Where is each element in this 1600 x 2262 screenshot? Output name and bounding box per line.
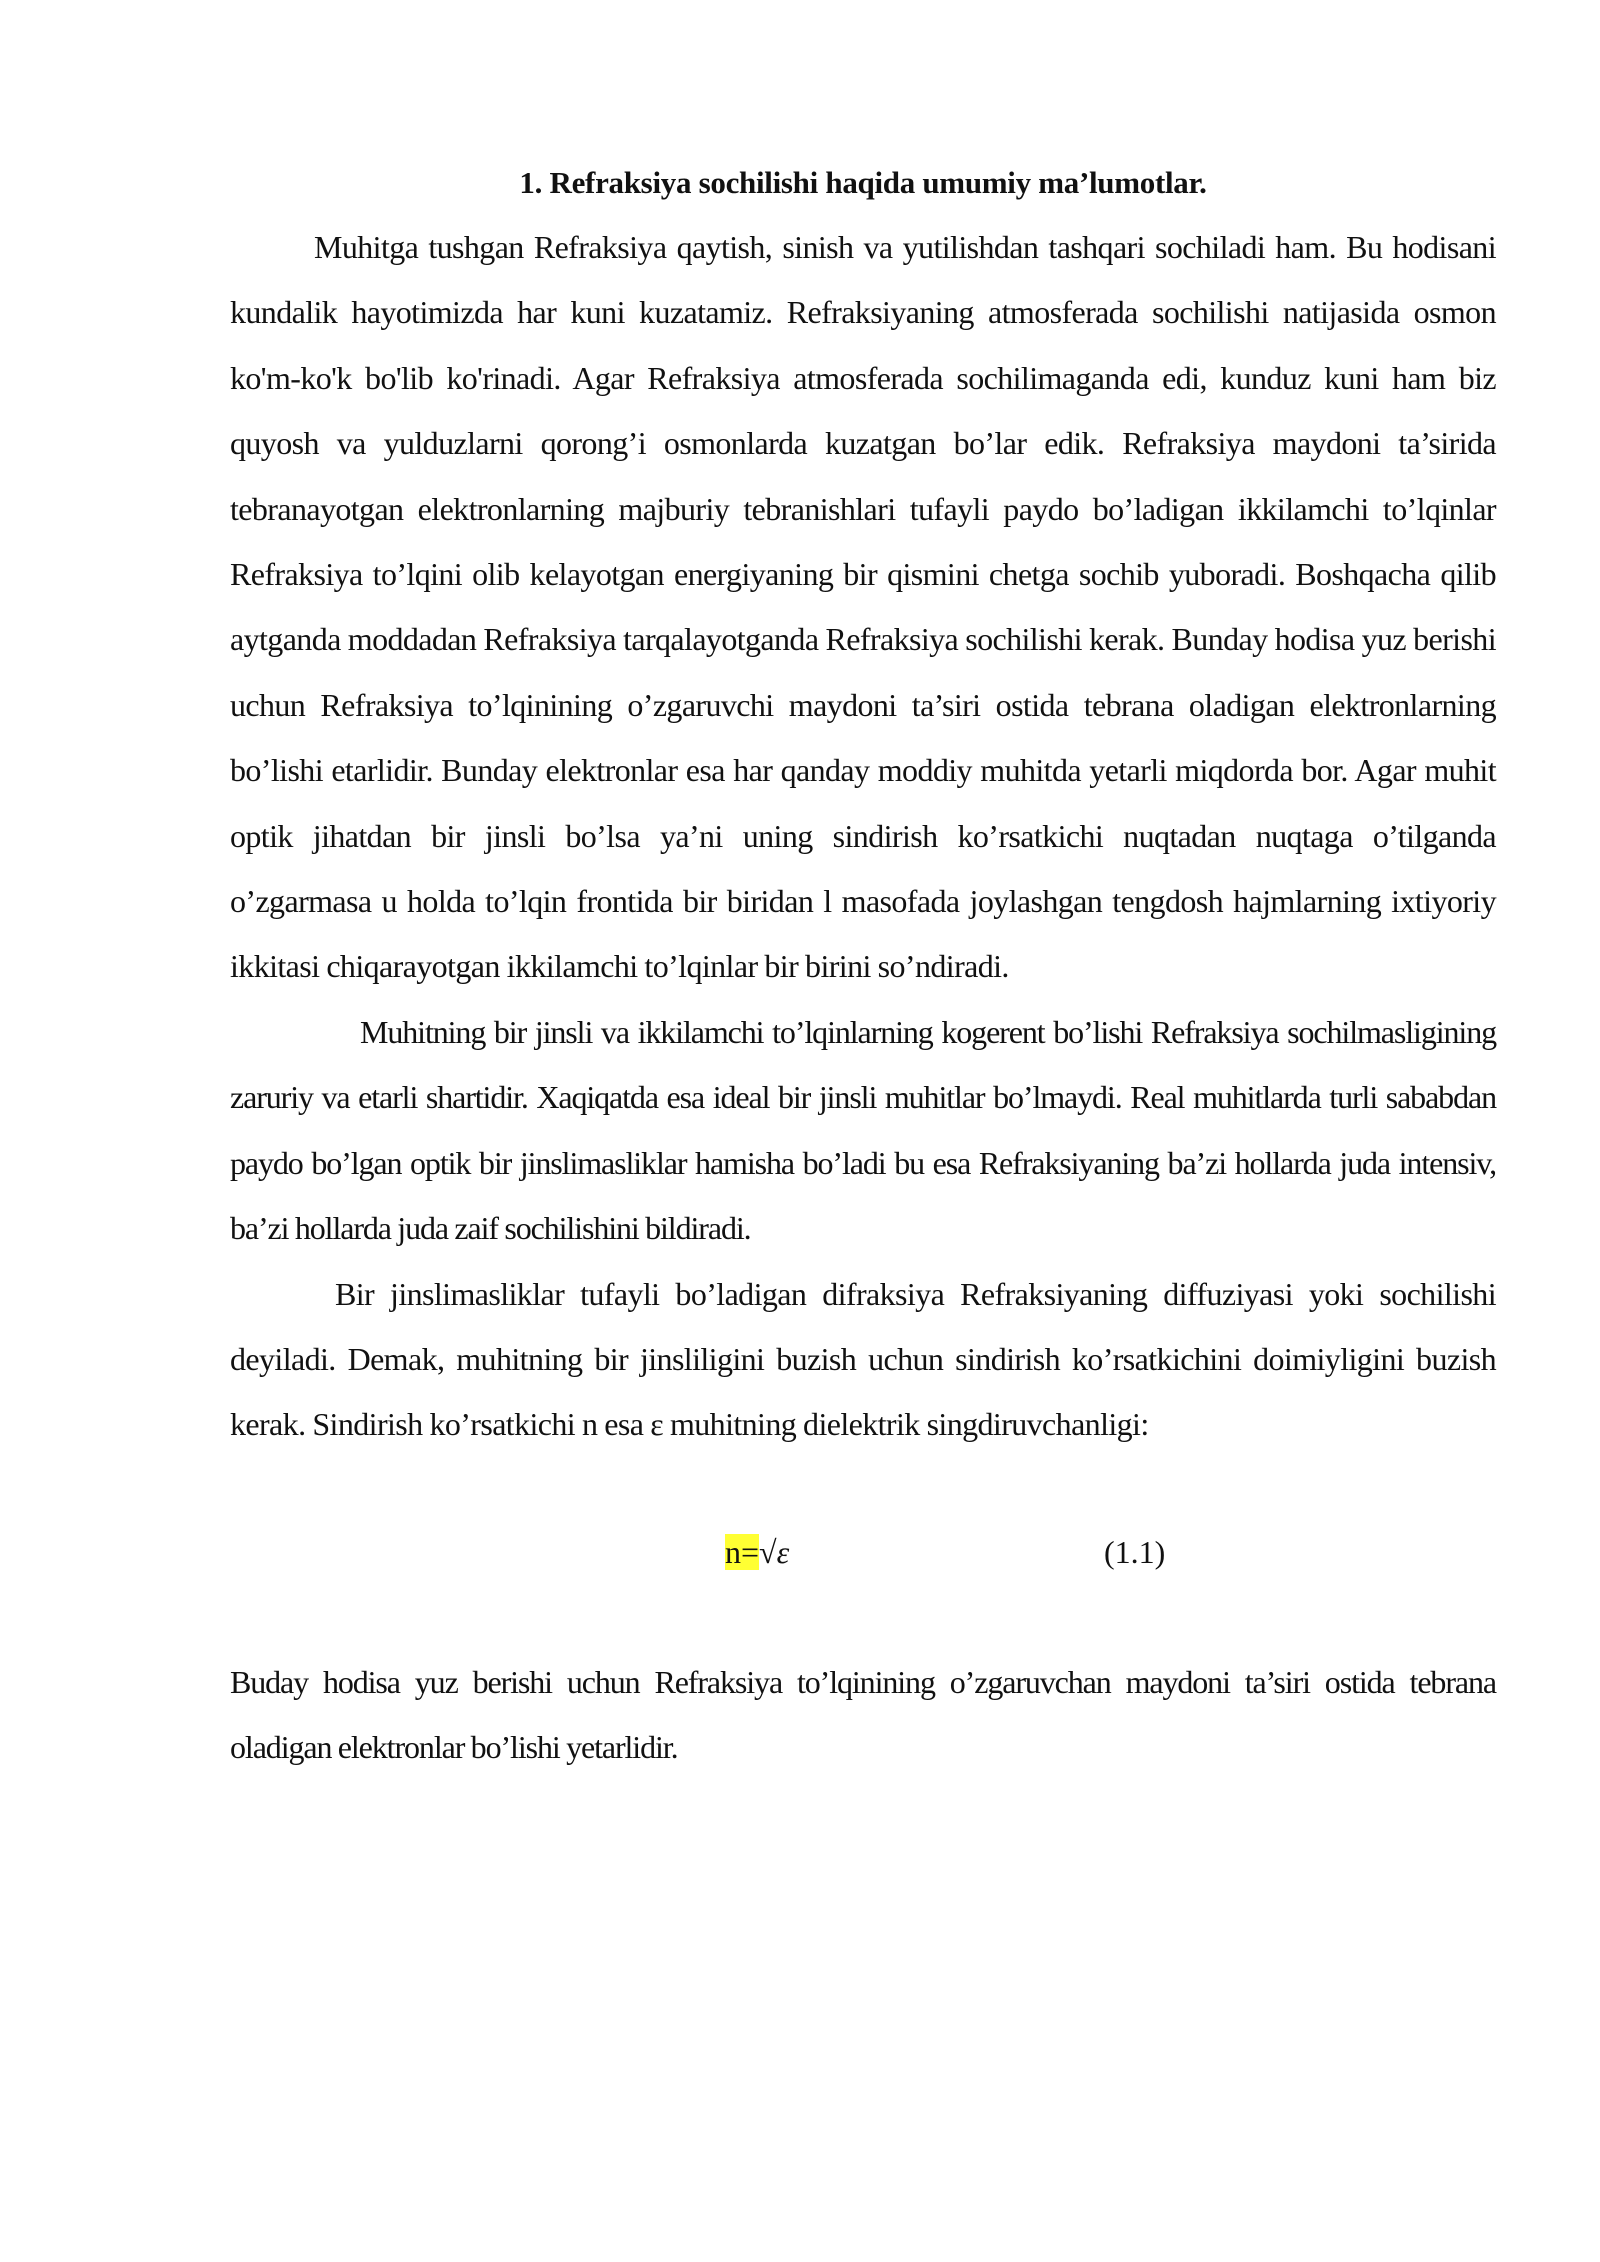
closing-paragraph: Buday hodisa yuz berishi uchun Refraksiya to’lqinining o’zgaruvchan maydoni ta’siri ostida tebrana oladigan elektronlar bo’lishi yetarlidir. (230, 1663, 1496, 1766)
equation (725, 1520, 789, 1585)
document-body (230, 150, 1496, 1781)
paragraph-1: Muhitga tushgan Refraksiya qaytish, sinish va yutilishdan tashqari sochiladi ham. Bu hodisani kundalik hayotimizda har kuni kuzatamiz. Refraksiyaning atmosferada sochilishi natijasida osmon ko'm-ko'k bo'lib ko'rinadi. Agar Refraksiya atmosferada sochilimaganda edi, kunduz kuni ham biz quyosh va yulduzlarni qorong’i osmonlarda kuzatgan bo’lar edik. Refraksiya maydoni ta’sirida tebranayotgan elektronlarning majburiy tebranishlari tufayli paydo bo’ladigan ikkilamchi to’lqinlar Refraksiya to’lqini olib kelayotgan energiyaning bir qismini chetga sochib yuboradi. Boshqacha qilib aytganda moddadan Refraksiya tarqalayotganda Refraksiya sochilishi kerak. Bunday hodisa yuz berishi uchun Refraksiya to’lqinining o’zgaruvchi maydoni ta’siri ostida tebrana oladigan elektronlarning bo’lishi etarlidir. Bunday elektronlar esa har qanday moddiy muhitda yetarli miqdorda bor. Agar muhit optik jihatdan bir jinsli bo’lsa ya’ni uning sindirish ko’rsatkichi nuqtadan nuqtaga o’tilganda o’zgarmasa u holda to’lqin frontida bir biridan l masofada joylashgan tengdosh hajmlarning ixtiyoriy ikkitasi chiqarayotgan ikkilamchi to’lqinlar bir birini so’ndiradi. (230, 229, 1496, 985)
section-title: 1. Refraksiya sochilishi haqida umumiy ma’lumotlar. (519, 165, 1207, 200)
square-root-symbol: √ (759, 1533, 777, 1570)
equation-block (230, 1520, 1496, 1585)
paragraph-3: Bir jinslimasliklar tufayli bo’ladigan difraksiya Refraksiyaning diffuziyasi yoki sochilishi deyiladi. Demak, muhitning bir jinsliligini buzish uchun sindirish ko’rsatkichini doimiyligini buzish kerak. Sindirish ko’rsatkichi n esa ε muhitning dielektrik singdiruvchanligi: (230, 1275, 1496, 1443)
highlighted-formula-part: n= (725, 1533, 760, 1570)
epsilon-symbol: ε (776, 1533, 790, 1570)
equation-number: (1.1) (1104, 1533, 1166, 1570)
paragraph-2: Muhitning bir jinsli va ikkilamchi to’lqinlarning kogerent bo’lishi Refraksiya sochilmasligining zaruriy va etarli shartidir. Xaqiqatda esa ideal bir jinsli muhitlar bo’lmaydi. Real muhitlarda turli sababdan paydo bo’lgan optik bir jinslimasliklar hamisha bo’ladi bu esa Refraksiyaning ba’zi hollarda juda intensiv, ba’zi hollarda juda zaif sochilishini bildiradi. (230, 1013, 1496, 1247)
